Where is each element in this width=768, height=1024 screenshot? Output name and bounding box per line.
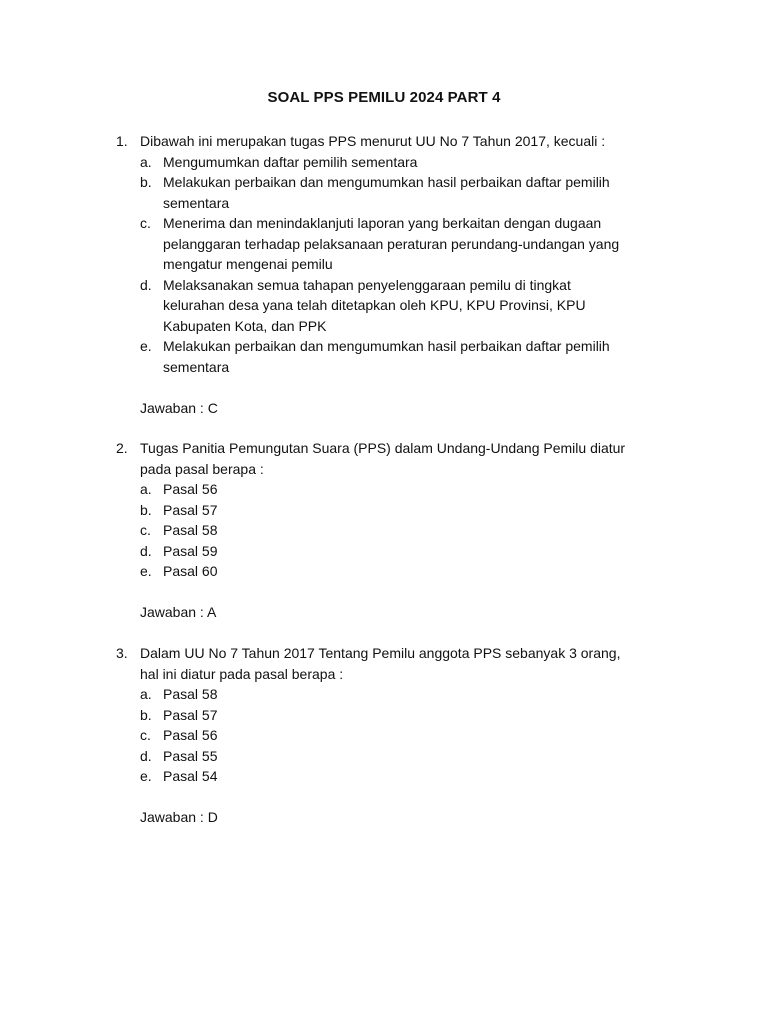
- answer-text: Jawaban : D: [140, 809, 218, 825]
- question-3: [116, 643, 636, 828]
- option-letter: b.: [140, 501, 152, 518]
- option-c: [116, 213, 636, 275]
- option-letter: c.: [140, 215, 151, 231]
- option-text: Pasal 60: [163, 563, 218, 579]
- answer-text: Jawaban : C: [140, 399, 218, 416]
- option-letter: e.: [140, 768, 152, 784]
- option-b: [116, 500, 636, 521]
- option-letter: e.: [140, 338, 152, 354]
- option-letter: c.: [140, 522, 151, 538]
- option-text: Menerima dan menindaklanjuti laporan yang berkaitan dengan dugaan pelanggaran terhadap pelaksanaan peraturan perundang-undangan yang mengatur mengenai pemilu: [163, 215, 620, 272]
- option-letter: c.: [140, 727, 151, 743]
- question-2: [116, 438, 636, 623]
- question-number: 3.: [116, 645, 128, 661]
- question-number: 2.: [116, 440, 128, 456]
- option-text: Pasal 56: [163, 481, 218, 497]
- option-e: [116, 561, 636, 582]
- option-letter: a.: [140, 686, 152, 702]
- option-text: Pasal 58: [163, 686, 218, 702]
- option-e: [116, 336, 636, 377]
- option-letter: d.: [140, 542, 152, 559]
- option-text: Melakukan perbaikan dan mengumumkan hasil perbaikan daftar pemilih sementara: [163, 338, 610, 375]
- option-d: [116, 541, 636, 562]
- options-list: [116, 479, 636, 582]
- question-row: [116, 438, 636, 479]
- option-letter: a.: [140, 153, 152, 170]
- option-letter: b.: [140, 706, 152, 723]
- question-text: Tugas Panitia Pemungutan Suara (PPS) dalam Undang-Undang Pemilu diatur pada pasal berapa :: [140, 440, 626, 477]
- option-letter: a.: [140, 481, 152, 497]
- option-a: [116, 479, 636, 500]
- option-a: [116, 684, 636, 705]
- question-number: 1.: [116, 133, 128, 149]
- question-1: [116, 131, 636, 418]
- question-row: [116, 643, 636, 684]
- option-d: [116, 746, 636, 767]
- question-text: Dalam UU No 7 Tahun 2017 Tentang Pemilu anggota PPS sebanyak 3 orang, hal ini diatur pada pasal berapa :: [140, 645, 621, 682]
- option-b: [116, 172, 636, 213]
- option-letter: d.: [140, 747, 152, 764]
- option-text: Melaksanakan semua tahapan penyelenggaraan pemilu di tingkat kelurahan desa yana telah ditetapkan oleh KPU, KPU Provinsi, KPU Kabupaten Kota, dan PPK: [163, 276, 586, 334]
- question-row: [116, 131, 636, 152]
- option-text: Mengumumkan daftar pemilih sementara: [163, 153, 418, 170]
- option-text: Pasal 58: [163, 522, 218, 538]
- option-text: Pasal 59: [163, 542, 218, 559]
- option-c: [116, 725, 636, 746]
- options-list: [116, 684, 636, 787]
- option-letter: b.: [140, 174, 152, 190]
- option-text: Pasal 54: [163, 768, 218, 784]
- option-c: [116, 520, 636, 541]
- option-b: [116, 705, 636, 726]
- option-a: [116, 152, 636, 173]
- option-d: [116, 275, 636, 337]
- options-list: [116, 152, 636, 378]
- option-text: Melakukan perbaikan dan mengumumkan hasil perbaikan daftar pemilih sementara: [163, 174, 610, 211]
- option-e: [116, 766, 636, 787]
- option-text: Pasal 56: [163, 727, 218, 743]
- question-text: Dibawah ini merupakan tugas PPS menurut UU No 7 Tahun 2017, kecuali :: [140, 133, 606, 149]
- option-letter: e.: [140, 563, 152, 579]
- answer-text: Jawaban : A: [140, 604, 217, 620]
- document-title: SOAL PPS PEMILU 2024 PART 4: [267, 89, 501, 106]
- option-text: Pasal 57: [163, 706, 218, 723]
- option-text: Pasal 55: [163, 747, 218, 764]
- option-text: Pasal 57: [163, 501, 218, 518]
- option-letter: d.: [140, 276, 152, 293]
